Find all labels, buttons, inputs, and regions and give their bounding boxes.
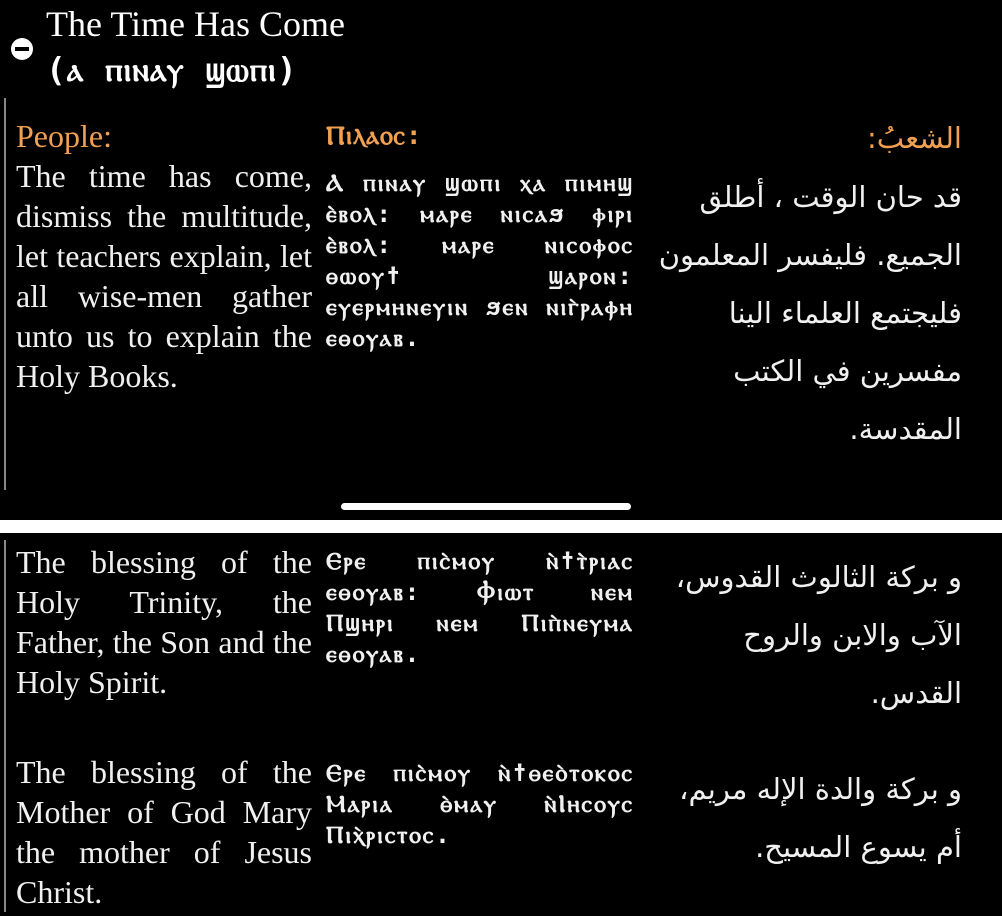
collapse-icon[interactable] [11, 38, 33, 60]
verse2-coptic-text: Ⲉⲣⲉ ⲡⲓⲥ̀ⲙⲟⲩ ⲛ̀ϯⲧ̀ⲣⲓⲁⲥ ⲉⲑⲟⲩⲁⲃ: Ⲫⲓⲱⲧ ⲛⲉⲙ Ⲡϣⲏⲣⲓ ⲛⲉⲙ Ⲡⲓⲡ̀ⲛⲉⲩⲙⲁ ⲉⲑⲟⲩⲁⲃ. [326, 547, 634, 668]
verse1-coptic-column [326, 116, 634, 354]
verse-divider-line [4, 540, 6, 912]
verse-divider-line [4, 98, 6, 490]
verse1-english-text: The time has come, dismiss the multitude, let teachers explain, let all wise-men gather unto us to explain the Holy Books. [16, 158, 312, 394]
verse3-coptic-text: Ⲉⲣⲉ ⲡⲓⲥ̀ⲙⲟⲩ ⲛ̀ϯⲑⲉⲟ̀ⲧⲟⲕⲟⲥ Ⲙⲁⲣⲓⲁ ⲑ̀ⲙⲁⲩ ⲛ̀Ⲓⲏⲥⲟⲩⲥ Ⲡⲓⲭ̀ⲣⲓⲥⲧⲟⲥ. [326, 759, 634, 849]
section-separator [0, 520, 1002, 533]
verse1-coptic-text: Ⲁ ⲡⲓⲛⲁⲩ ϣⲱⲡⲓ ⲭⲁ ⲡⲓⲙⲏϣ ⲉ̀ⲃⲟⲗ: ⲙⲁⲣⲉ ⲛⲓⲥⲁϧ ⲫⲓⲣⲓ ⲉ̀ⲃⲟⲗ: ⲙⲁⲣⲉ ⲛⲓⲥⲟⲫⲟⲥ ⲑⲱⲟⲩϯ ϣⲁⲣⲟⲛ: ⲉⲩⲉⲣⲙⲏⲛⲉⲩⲓⲛ ϧⲉⲛ ⲛⲓⲅ̀ⲣⲁⲫⲏ ⲉⲑⲟⲩⲁⲃ. [326, 169, 634, 352]
verse1-arabic-column [650, 118, 962, 458]
section-title: The Time Has Come [46, 4, 346, 44]
verse1-arabic-text: قد حان الوقت ، أطلق الجميع. فليفسر المعلمون فليجتمع العلماء الينا مفسرين في الكتب المقدسة. [658, 180, 962, 446]
section-header[interactable] [0, 0, 1002, 90]
verse2-arabic-text: و بركة الثالوث القدوس، الآب والابن والروح القدس. [675, 560, 962, 710]
role-label-english: People: [16, 118, 112, 154]
verse3-arabic-text: و بركة والدة الإله مريم، أم يسوع المسيح. [679, 772, 962, 864]
verse3-english-text: The blessing of the Mother of God Mary the mother of Jesus Christ. [16, 754, 312, 910]
section-subtitle-coptic: (ⲁ ⲡⲓⲛⲁⲩ ϣⲱⲡⲓ) [46, 50, 298, 89]
verse1-english-column [16, 116, 312, 396]
verse2-english-text: The blessing of the Holy Trinity, the Father, the Son and the Holy Spirit. [16, 544, 312, 700]
role-label-coptic: Ⲡⲓⲗⲁⲟⲥ: [326, 121, 423, 151]
home-indicator[interactable] [341, 503, 631, 510]
role-label-arabic: الشعبُ: [866, 121, 962, 155]
